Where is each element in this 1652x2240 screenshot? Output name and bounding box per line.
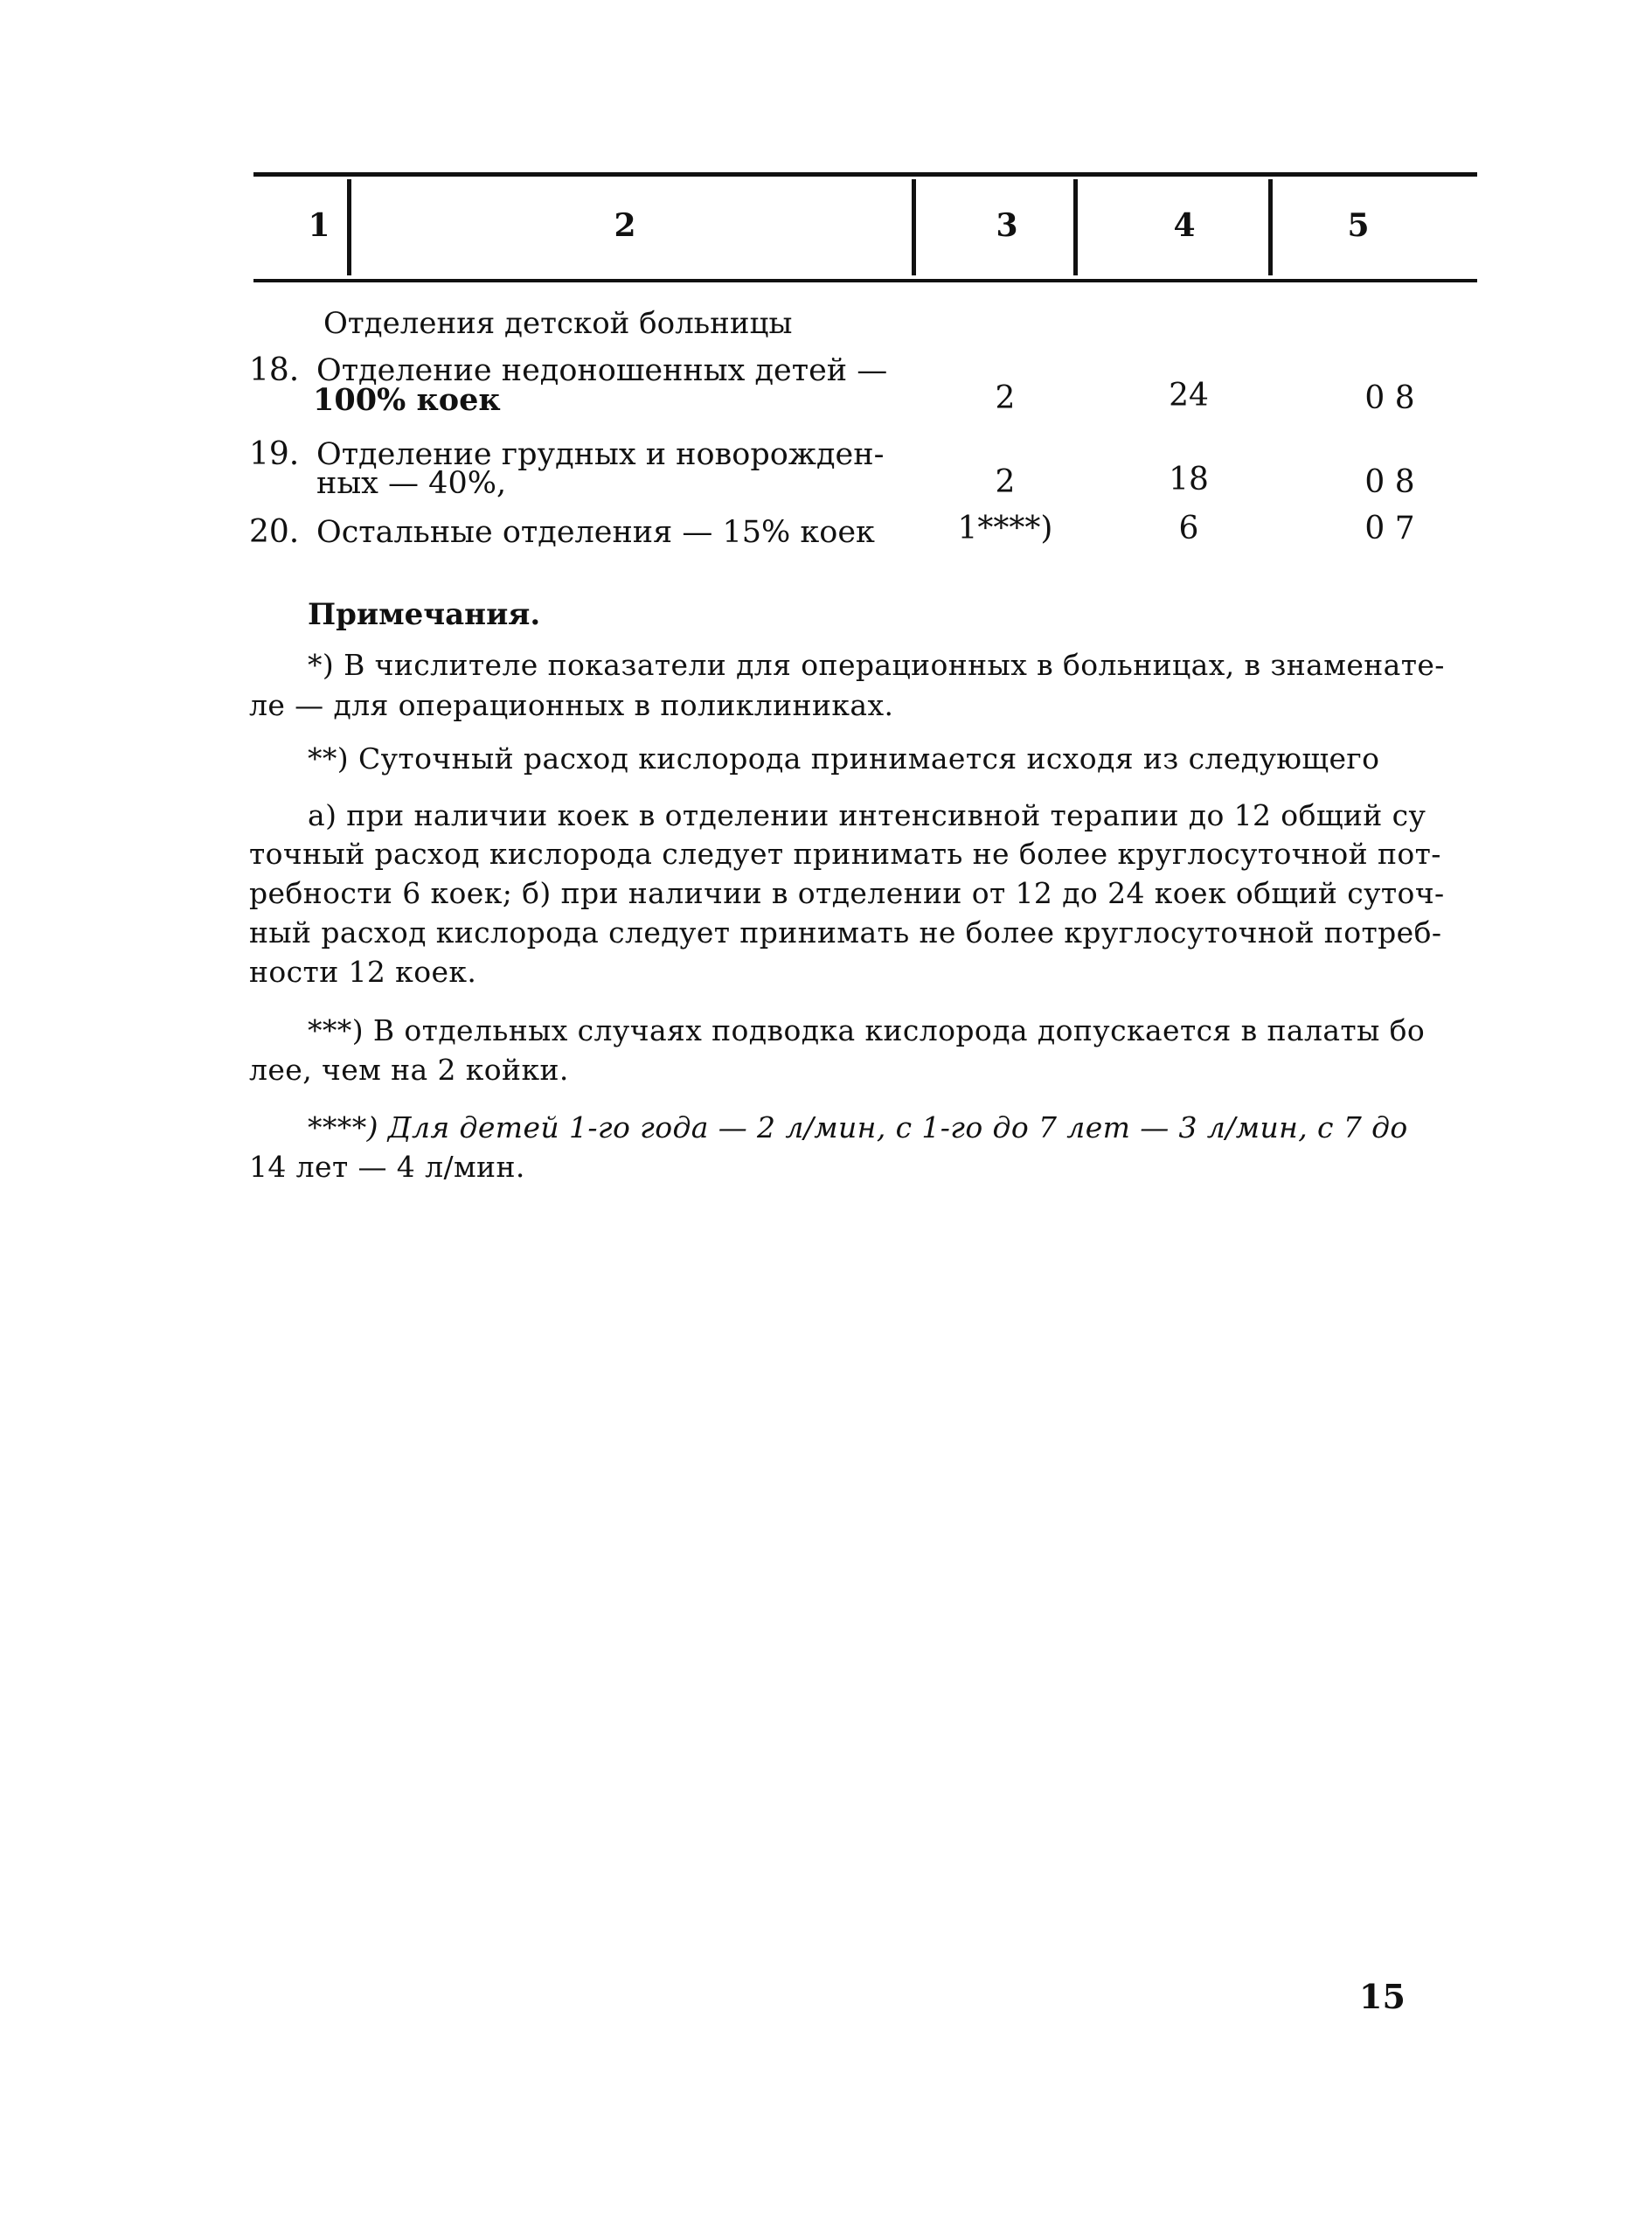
- table-cell: 0 8: [1364, 380, 1415, 416]
- column-divider: [912, 179, 916, 275]
- note-line: ***) В отдельных случаях подводка кислорода допускается в палаты бо: [308, 1013, 1426, 1047]
- table-cell: 18: [1169, 462, 1209, 497]
- table-cell: 2: [995, 380, 1016, 416]
- row-label-continued: 100% коек: [313, 382, 501, 418]
- table-header-bottom-rule: [253, 279, 1477, 282]
- note-line: *) В числителе показатели для операционных в больницах, в знаменате-: [308, 648, 1445, 682]
- column-divider: [1268, 179, 1273, 275]
- table-top-rule: [253, 172, 1477, 177]
- column-header-1: 1: [308, 207, 330, 244]
- notes-title: Примечания.: [308, 597, 541, 632]
- column-header-3: 3: [996, 207, 1018, 244]
- note-line: лее, чем на 2 койки.: [249, 1053, 569, 1087]
- column-header-2: 2: [614, 207, 636, 244]
- row-number: 18.: [249, 352, 300, 388]
- column-divider: [1073, 179, 1078, 275]
- table-cell: 0 7: [1364, 511, 1415, 546]
- column-header-4: 4: [1173, 207, 1196, 244]
- note-line: ности 12 коек.: [249, 955, 477, 989]
- page-number: 15: [1359, 1977, 1406, 2016]
- section-title: Отделения детской больницы: [323, 306, 793, 341]
- note-line: ле — для операционных в поликлиниках.: [249, 688, 894, 722]
- row-label: Остальные отделения — 15% коек: [316, 515, 875, 550]
- table-cell: 2: [995, 464, 1016, 500]
- note-line: а) при наличии коек в отделении интенсивной терапии до 12 общий су: [308, 798, 1426, 832]
- column-divider: [347, 179, 351, 275]
- note-line: 14 лет — 4 л/мин.: [249, 1150, 525, 1184]
- row-label: Отделение недоношенных детей —: [316, 353, 888, 388]
- table-cell: 0 8: [1364, 464, 1415, 500]
- note-line: ребности 6 коек; б) при наличии в отделении от 12 до 24 коек общий суточ-: [249, 876, 1445, 910]
- column-header-5: 5: [1347, 207, 1370, 244]
- note-line: ный расход кислорода следует принимать не более круглосуточной потреб-: [249, 915, 1442, 950]
- row-number: 20.: [249, 514, 300, 550]
- table-cell: 1****): [957, 511, 1053, 546]
- note-line: точный расход кислорода следует принимать не более круглосуточной пот-: [249, 837, 1441, 871]
- note-line: **) Суточный расход кислорода принимается исходя из следующего: [308, 741, 1380, 776]
- row-number: 19.: [249, 436, 300, 472]
- row-label-continued: ных — 40%,: [316, 466, 507, 501]
- table-cell: 6: [1178, 511, 1199, 546]
- note-line: ****) Для детей 1-го года — 2 л/мин, с 1-го до 7 лет — 3 л/мин, с 7 до: [308, 1110, 1408, 1144]
- table-cell: 24: [1169, 378, 1209, 414]
- row-label: Отделение грудных и новорожден-: [316, 437, 885, 472]
